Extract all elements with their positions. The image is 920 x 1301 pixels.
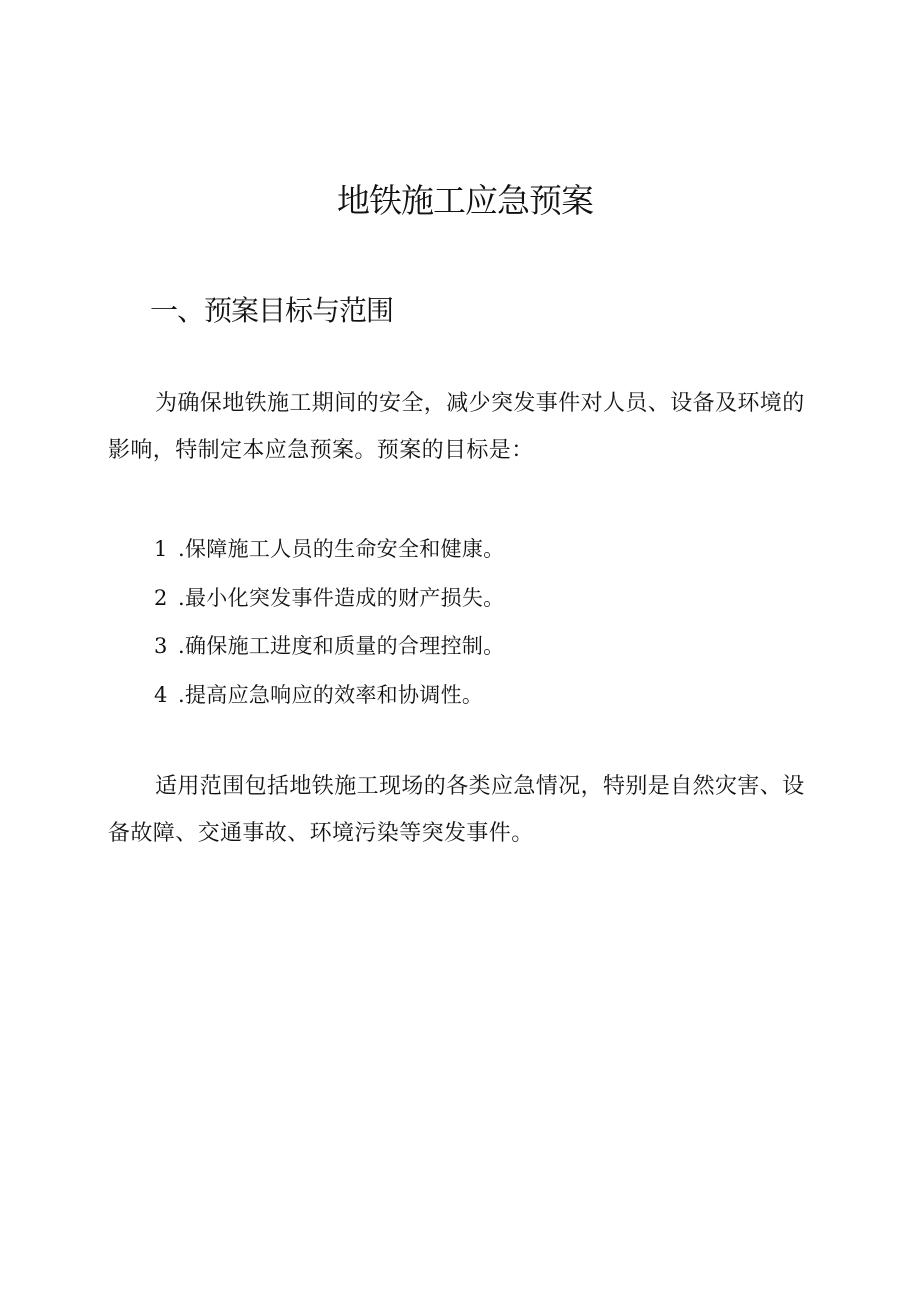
goal-number: 2	[154, 585, 168, 610]
goal-text: .确保施工进度和质量的合理控制。	[178, 634, 505, 658]
goal-number: 4	[154, 682, 168, 707]
section-heading: 一、预案目标与范围	[150, 294, 394, 327]
goal-list	[154, 525, 504, 719]
goal-number: 3	[154, 634, 168, 658]
goal-item	[154, 622, 504, 671]
goal-item	[154, 574, 504, 623]
intro-paragraph: 为确保地铁施工期间的安全，减少突发事件对人员、设备及环境的影响，特制定本应急预案。预案的目标是：	[108, 391, 805, 463]
goal-item	[154, 525, 504, 574]
goal-text: .提高应急响应的效率和协调性。	[178, 682, 484, 707]
goal-item	[154, 671, 504, 720]
goal-text: .最小化突发事件造成的财产损失。	[178, 585, 505, 610]
scope-paragraph: 适用范围包括地铁施工现场的各类应急情况，特别是自然灾害、设备故障、交通事故、环境污染等突发事件。	[108, 774, 805, 846]
document-title: 地铁施工应急预案	[337, 181, 593, 220]
goal-text: .保障施工人员的生命安全和健康。	[178, 537, 505, 561]
goal-number: 1	[154, 537, 168, 561]
